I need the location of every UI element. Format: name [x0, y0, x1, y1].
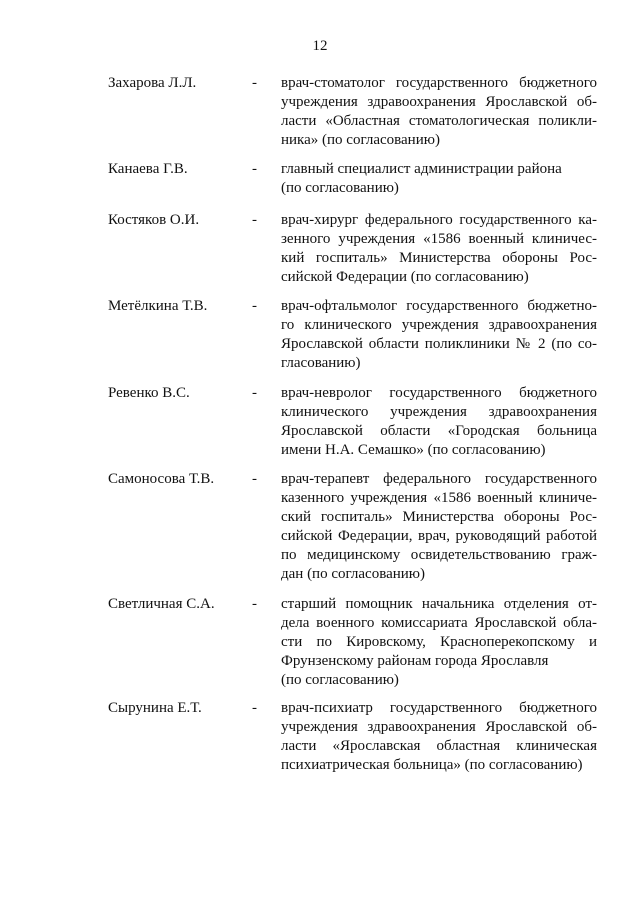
position-description: [281, 384, 597, 460]
person-name: Захарова Л.Л.: [108, 75, 197, 91]
description-line: врач-хирург федерального государственного ка-: [281, 212, 597, 228]
description-line: главный специалист администрации района: [281, 161, 562, 177]
description-line: врач-стоматолог государственного бюджетного: [281, 75, 597, 91]
description-line: старший помощник начальника отделения от-: [281, 596, 597, 612]
description-line: кий госпиталь» Министерства обороны Рос-: [281, 250, 597, 266]
position-description: [281, 74, 597, 150]
description-line: (по согласованию): [281, 180, 399, 196]
dash-separator: -: [252, 212, 257, 228]
description-line: Фрунзенскому районам города Ярославля: [281, 653, 549, 669]
description-line: учреждения здравоохранения Ярославской об-: [281, 94, 597, 110]
description-line: ский госпиталь» Министерства обороны Рос-: [281, 509, 597, 525]
description-line: по медицинскому освидетельствованию граж-: [281, 547, 597, 563]
description-line: дела военного комиссариата Ярославской обла-: [281, 615, 597, 631]
description-line: клинического учреждения здравоохранения: [281, 404, 597, 420]
description-line: сти по Кировскому, Красноперекопскому и: [281, 634, 597, 650]
person-name: Метёлкина Т.В.: [108, 298, 208, 314]
description-line: имени Н.А. Семашко» (по согласованию): [281, 442, 546, 458]
description-line: (по согласованию): [281, 672, 399, 688]
description-line: дан (по согласованию): [281, 566, 425, 582]
person-name: Самоносова Т.В.: [108, 471, 215, 487]
position-description: [281, 160, 597, 198]
person-name: Канаева Г.В.: [108, 161, 188, 177]
description-line: врач-терапевт федерального государственного: [281, 471, 597, 487]
person-name: Светличная С.А.: [108, 596, 215, 612]
person-name: Сырунина Е.Т.: [108, 700, 202, 716]
description-line: врач-офтальмолог государственного бюджетно-: [281, 298, 597, 314]
description-line: учреждения здравоохранения Ярославской об-: [281, 719, 597, 735]
dash-separator: -: [252, 75, 257, 91]
description-line: ника» (по согласованию): [281, 132, 440, 148]
person-name: Ревенко В.С.: [108, 385, 190, 401]
position-description: [281, 211, 597, 287]
dash-separator: -: [252, 298, 257, 314]
page-number: 12: [312, 38, 328, 54]
description-line: го клинического учреждения здравоохранения: [281, 317, 597, 333]
description-line: Ярославской области поликлиники № 2 (по со-: [281, 336, 597, 352]
description-line: врач-психиатр государственного бюджетного: [281, 700, 597, 716]
dash-separator: -: [252, 161, 257, 177]
position-description: [281, 297, 597, 373]
position-description: [281, 470, 597, 584]
person-name: Костяков О.И.: [108, 212, 200, 228]
dash-separator: -: [252, 385, 257, 401]
description-line: врач-невролог государственного бюджетного: [281, 385, 597, 401]
description-line: казенного учреждения «1586 военный клиниче-: [281, 490, 597, 506]
description-line: сийской Федерации (по согласованию): [281, 269, 529, 285]
dash-separator: -: [252, 471, 257, 487]
position-description: [281, 595, 597, 690]
description-line: психиатрическая больница» (по согласованию): [281, 757, 583, 773]
description-line: ласти «Ярославская областная клиническая: [281, 738, 597, 754]
description-line: гласованию): [281, 355, 361, 371]
dash-separator: -: [252, 700, 257, 716]
position-description: [281, 699, 597, 775]
description-line: ласти «Областная стоматологическая поликли-: [281, 113, 597, 129]
description-line: зенного учреждения «1586 военный клиничес-: [281, 231, 597, 247]
description-line: Ярославской области «Городская больница: [281, 423, 597, 439]
dash-separator: -: [252, 596, 257, 612]
description-line: сийской Федерации, врач, руководящий работой: [281, 528, 597, 544]
